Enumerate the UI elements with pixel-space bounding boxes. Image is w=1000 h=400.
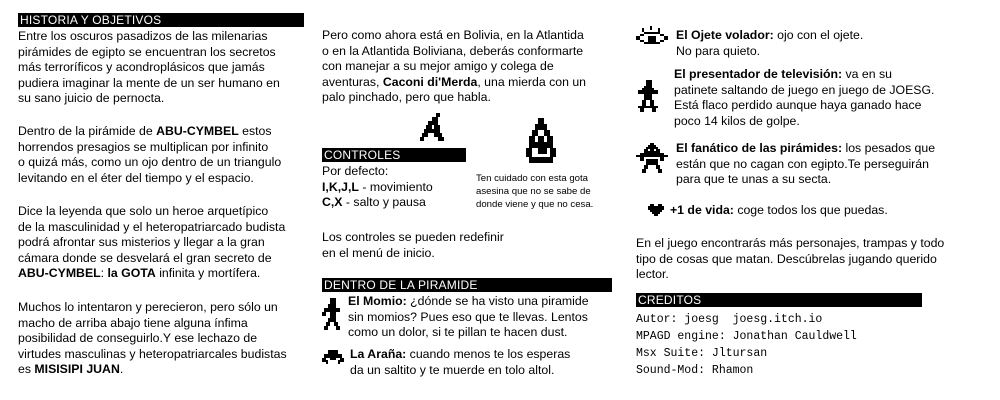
controles-header: CONTROLES bbox=[322, 148, 466, 162]
text-line bbox=[676, 141, 935, 157]
pyramid-name: ABU-CYMBEL bbox=[156, 124, 239, 138]
control-line bbox=[322, 195, 433, 211]
text-line: posibilidad de conseguirlo.Y ese lechazo de bbox=[18, 331, 258, 346]
credits-list bbox=[636, 311, 857, 379]
caconi-sprite-icon bbox=[418, 113, 446, 143]
text-line bbox=[322, 75, 586, 91]
credit-line: Msx Suite: Jltursan bbox=[636, 347, 768, 360]
controles-list bbox=[322, 164, 433, 211]
text-segment: Dentro de la pirámide de bbox=[18, 124, 157, 138]
text-line: pudiera imaginar la mente de un ser humano en bbox=[18, 75, 280, 90]
text-line bbox=[350, 347, 570, 363]
text-segment: es bbox=[18, 362, 35, 377]
credit-line: Sound-Mod: Rhamon bbox=[636, 364, 754, 377]
text-line: Por defecto: bbox=[322, 164, 389, 178]
momio-name: El Momio: bbox=[348, 294, 407, 308]
text-line: su sano juicio de pernocta. bbox=[18, 91, 165, 106]
vida-entry bbox=[670, 203, 888, 219]
text-line: como un dolor, si te pillan te hacen dust. bbox=[348, 325, 568, 340]
credit-line: Autor: joesg joesg.itch.io bbox=[636, 313, 823, 326]
gota-note bbox=[476, 172, 593, 212]
text-line: o quizá más, como un ojo dentro de un triangulo bbox=[18, 155, 282, 170]
text-line: podrá afrontar sus misterios y llegar a la gran bbox=[18, 235, 265, 250]
text-line: Ten cuidado con esta gota bbox=[476, 173, 589, 184]
text-line: cámara donde se desvelará el gran secreto de bbox=[18, 250, 272, 265]
text-line: más terroríficos y acondroplásicos que jamás bbox=[18, 60, 265, 75]
historia-paragraph-3 bbox=[18, 204, 285, 282]
historia-paragraph-4 bbox=[18, 300, 287, 378]
text-segment: coge todos los que puedas. bbox=[733, 203, 888, 217]
outro-paragraph bbox=[636, 236, 944, 283]
control-keys: I,K,J,L bbox=[322, 179, 359, 194]
text-line: virtudes masculinas y heteropatriarcales budistas bbox=[18, 346, 287, 361]
character-name: Caconi di'Merda bbox=[382, 74, 478, 89]
text-line: Entre los oscuros pasadizos de las milenarias bbox=[18, 29, 268, 43]
text-segment: aventuras, bbox=[322, 74, 383, 89]
text-line: con manejar a su mejor amigo y colega de bbox=[322, 59, 554, 74]
text-line: macho de arriba abajo tiene alguna ínfima bbox=[18, 315, 248, 330]
presentador-name: El presentador de televisión: bbox=[674, 67, 843, 81]
text-line: Los controles se pueden redefinir bbox=[322, 230, 504, 244]
text-line: tipo de cosas que matan. Descúbrelas jugando querido bbox=[636, 251, 937, 266]
arana-name: La Araña: bbox=[350, 347, 407, 361]
gota-sprite-icon bbox=[523, 118, 559, 166]
redefinir-paragraph bbox=[322, 230, 504, 261]
text-line: Dice la leyenda que solo un heroe arquetípico bbox=[18, 204, 269, 218]
text-line: donde viene y que no cesa. bbox=[476, 199, 594, 211]
text-line: palo pinchado, pero que habla. bbox=[322, 90, 491, 105]
historia-header: HISTORIA Y OBJETIVOS bbox=[18, 13, 304, 27]
creditos-header: CREDITOS bbox=[636, 293, 922, 307]
control-line bbox=[322, 180, 433, 196]
text-segment: . bbox=[119, 362, 124, 377]
text-line: asesina que no se sabe de bbox=[476, 186, 591, 198]
text-segment: los pesados que bbox=[842, 141, 936, 155]
text-segment: : bbox=[100, 266, 108, 281]
heart-icon bbox=[648, 204, 664, 218]
text-line: Muchos lo intentaron y perecieron, pero sólo un bbox=[18, 300, 278, 314]
text-line: o en la Atlantida Boliviana, deberás conformarte bbox=[322, 43, 584, 58]
text-line: para que te unas a su secta. bbox=[676, 172, 832, 187]
hero-name: MISISIPI JUAN bbox=[34, 362, 120, 377]
fanatico-sprite-icon bbox=[636, 143, 668, 173]
fanatico-entry bbox=[676, 141, 935, 188]
text-line: patinete saltando de juego en juego de JOESG. bbox=[674, 82, 935, 97]
text-line: de la masculinidad y el heteropatriarcado budista bbox=[18, 219, 286, 234]
arana-sprite-icon bbox=[322, 350, 344, 364]
ojete-name: El Ojete volador: bbox=[676, 28, 774, 42]
text-line bbox=[348, 294, 589, 310]
text-line: Está flaco perdido aunque haya ganado hace bbox=[674, 98, 922, 113]
fanatico-name: El fanático de las pirámides: bbox=[676, 141, 843, 155]
pyramid-name: ABU-CYMBEL bbox=[18, 266, 101, 281]
text-line: pirámides de egipto se encuentran los secretos bbox=[18, 44, 276, 59]
text-line bbox=[18, 266, 285, 282]
control-desc: - movimiento bbox=[358, 179, 433, 194]
arana-entry bbox=[350, 347, 570, 378]
text-line bbox=[674, 67, 934, 83]
text-line: En el juego encontrarás más personajes, trampas y todo bbox=[636, 236, 945, 250]
text-segment: ¿dónde se ha visto una piramide bbox=[406, 294, 589, 308]
text-line: horrendos presagios se multiplican por infinito bbox=[18, 139, 269, 154]
text-segment: ojo con el ojete. bbox=[773, 28, 864, 42]
momio-sprite-icon bbox=[322, 298, 342, 330]
text-segment: va en su bbox=[842, 67, 893, 81]
control-desc: - salto y pausa bbox=[342, 195, 426, 210]
piramide-header: DENTRO DE LA PIRAMIDE bbox=[322, 278, 612, 292]
momio-entry bbox=[348, 294, 589, 341]
text-segment: infinita y mortífera. bbox=[155, 266, 261, 281]
text-segment: estos bbox=[238, 124, 272, 138]
presentador-sprite-icon bbox=[636, 80, 660, 114]
presentador-entry bbox=[674, 67, 934, 129]
text-line: poco 14 kilos de golpe. bbox=[674, 113, 800, 128]
vida-name: +1 de vida: bbox=[670, 203, 734, 217]
text-line bbox=[670, 203, 888, 219]
text-line: Pero como ahora está en Bolivia, en la Atlantida bbox=[322, 28, 584, 42]
ojete-entry bbox=[676, 28, 863, 59]
text-line: da un saltito y te muerde en tolo altol. bbox=[350, 362, 555, 377]
text-line: levitando en el éter del tiempo y el espacio. bbox=[18, 170, 254, 185]
text-line: en el menú de inicio. bbox=[322, 245, 435, 260]
intro-paragraph bbox=[322, 28, 586, 106]
gota-name: la GOTA bbox=[107, 266, 156, 281]
text-line: lector. bbox=[636, 267, 669, 282]
credit-line: MPAGD engine: Jonathan Cauldwell bbox=[636, 330, 857, 343]
text-line: están que no cagan con egipto.Te perseguirán bbox=[676, 156, 929, 171]
text-line: No para quieto. bbox=[676, 43, 761, 58]
text-line: sin momios? Pues eso que te llevas. Lentos bbox=[348, 309, 588, 324]
control-keys: C,X bbox=[322, 195, 343, 210]
ojete-eye-icon bbox=[636, 26, 668, 50]
text-line bbox=[676, 28, 863, 44]
text-line bbox=[18, 124, 281, 140]
text-segment: , una mierda con un bbox=[477, 74, 587, 89]
historia-paragraph-2 bbox=[18, 124, 281, 186]
text-line bbox=[18, 362, 287, 378]
historia-paragraph-1 bbox=[18, 29, 280, 107]
text-segment: cuando menos te los esperas bbox=[406, 347, 571, 361]
